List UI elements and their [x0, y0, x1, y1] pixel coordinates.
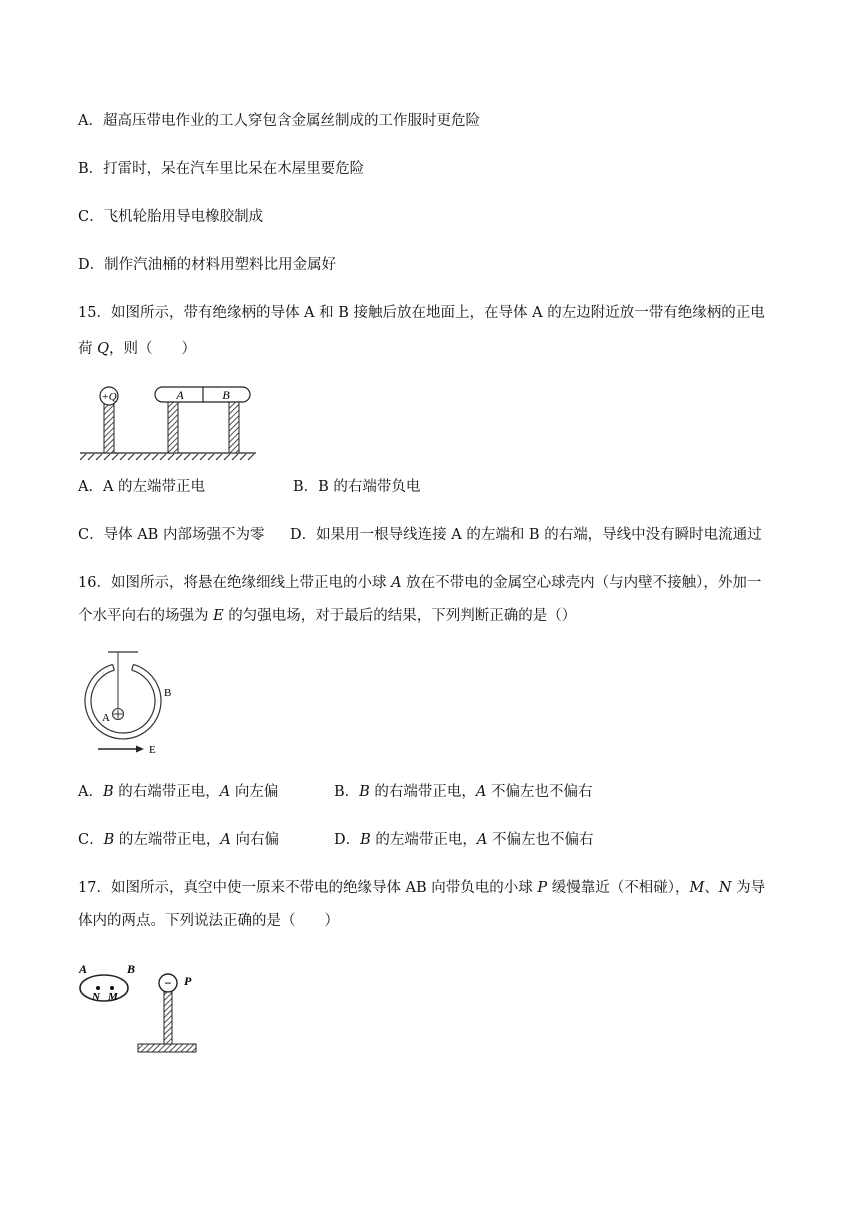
ball-p-label: P [184, 974, 192, 988]
conductor-a-label: A [176, 388, 184, 402]
q14-option-c: C．飞机轮胎用导电橡胶制成 [78, 209, 264, 225]
point-m-label: M [108, 991, 118, 1003]
negative-sign-label: − [164, 975, 172, 991]
q15-stem-line1: 15．如图所示，带有绝缘柄的导体 A 和 B 接触后放在地面上，在导体 A 的左边附近放一带有绝缘柄的正电 [78, 305, 765, 321]
q15-option-b: B．B 的右端带负电 [293, 479, 421, 495]
q15-option-a: A．A 的左端带正电 [78, 479, 206, 495]
q14-option-d: D．制作汽油桶的材料用塑料比用金属好 [78, 257, 337, 273]
point-m-dot [110, 986, 114, 990]
q15-stem-line2: 荷 Q，则（ ） [78, 341, 196, 357]
point-n-label: N [92, 991, 100, 1003]
point-n-dot [96, 986, 100, 990]
q17-figure [76, 958, 206, 1058]
conductor-ab-ellipse [80, 975, 128, 1001]
q16-option-a: A．B 的右端带正电，A 向左偏 [78, 784, 279, 800]
conductor-a-label: A [79, 962, 88, 976]
stand-base [138, 1044, 196, 1052]
field-e-label: E [149, 744, 156, 756]
q15-option-d: D．如果用一根导线连接 A 的左端和 B 的右端，导线中没有瞬时电流通过 [290, 527, 762, 543]
q17-stem-line2: 体内的两点。下列说法正确的是（ ） [78, 913, 339, 929]
q16-stem-line1: 16．如图所示，将悬在绝缘细线上带正电的小球 A 放在不带电的金属空心球壳内（与内壁不接触），外加一 [78, 575, 762, 591]
q16-figure [72, 648, 192, 760]
q14-option-b: B．打雷时，呆在汽车里比呆在木屋里要危险 [78, 161, 365, 177]
q16-option-b: B．B 的右端带正电，A 不偏左也不偏右 [334, 784, 593, 800]
q15-figure [76, 380, 262, 466]
q14-option-a: A．超高压带电作业的工人穿包含金属丝制成的工作服时更危险 [78, 113, 480, 129]
q15-option-c: C．导体 AB 内部场强不为零 [78, 527, 265, 543]
field-arrow-icon [136, 746, 144, 753]
shell-b-label: B [164, 687, 172, 699]
q16-option-d: D．B 的左端带正电，A 不偏左也不偏右 [334, 832, 594, 848]
ball-a-label: A [102, 712, 110, 724]
conductor-b-label: B [127, 962, 136, 976]
q16-stem-line2: 个水平向右的场强为 E 的匀强电场，对于最后的结果，下列判断正确的是（） [78, 608, 577, 624]
charge-q-label: +Q [101, 391, 117, 403]
q17-stem-line1: 17．如图所示，真空中使一原来不带电的绝缘导体 AB 向带负电的小球 P 缓慢靠近（不相碰），M、N 为导 [78, 880, 766, 896]
q16-option-c: C．B 的左端带正电，A 向右偏 [78, 832, 279, 848]
conductor-b-label: B [222, 388, 230, 402]
